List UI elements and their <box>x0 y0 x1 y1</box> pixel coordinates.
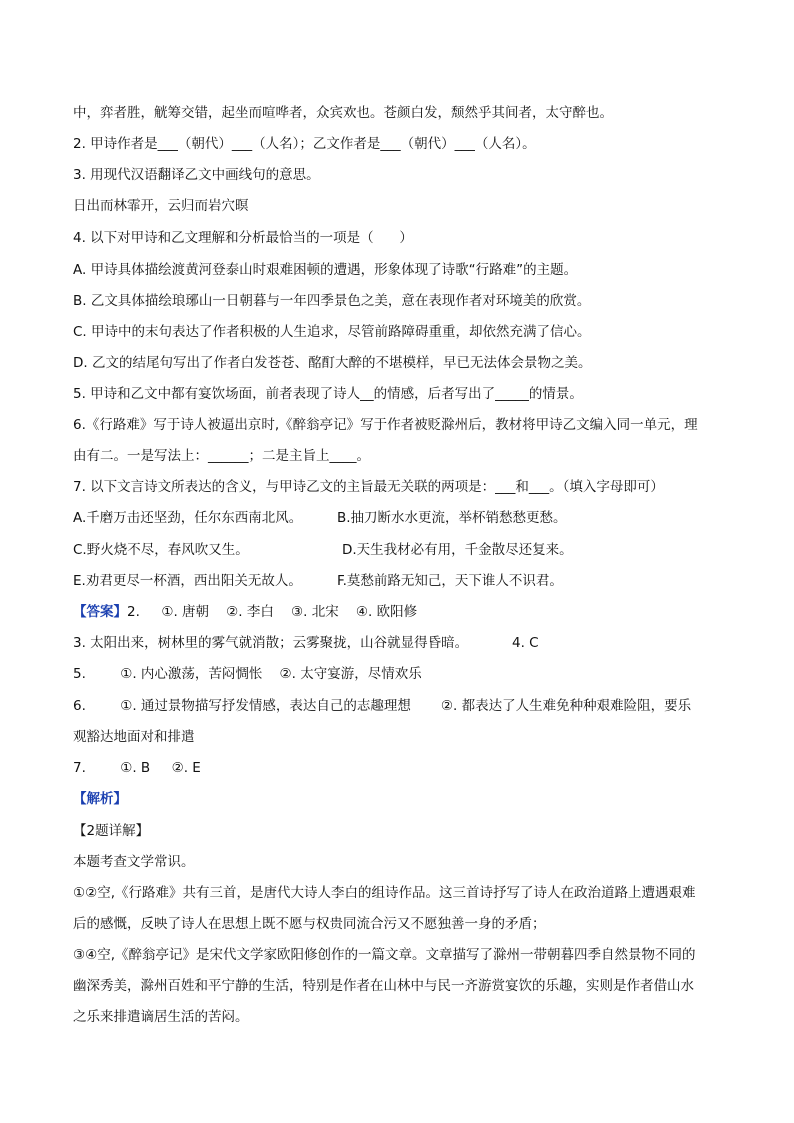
question-3: 3. 用现代汉语翻译乙文中画线句的意思。 <box>73 167 320 183</box>
answer-6-cont: 观豁达地面对和排遣 <box>73 729 195 745</box>
detail-text: 之乐来排遣谪居生活的苦闷。 <box>73 1009 249 1025</box>
question-4: 4. 以下对甲诗和乙文理解和分析最恰当的一项是（ ） <box>73 230 413 246</box>
question-7: 7. 以下文言诗文所表达的含义，与甲诗乙文的主旨最无关联的两项是：___和___。（填入字母即可） <box>73 479 664 495</box>
option-d-line: D.天生我材必有用，千金散尽还复来。 <box>342 542 573 558</box>
detail-text: 后的感慨，反映了诗人在思想上既不愿与权贵同流合污又不愿独善一身的矛盾； <box>73 916 546 932</box>
option-e-line: E.劝君更尽一杯酒，西出阳关无故人。 <box>73 573 302 589</box>
text-line: 中，弈者胜，觥筹交错，起坐而喧哗者，众宾欢也。苍颜白发，颓然乎其间者，太守醉也。 <box>73 105 613 121</box>
answer-7: 7. ①. B ②. E <box>73 760 201 776</box>
option-f-line: F.莫愁前路无知己，天下谁人不识君。 <box>337 573 563 589</box>
detail-text: ③④空,《醉翁亭记》是宋代文学家欧阳修创作的一篇文章。文章描写了滁州一带朝暮四季自然景物不同的 <box>73 947 696 963</box>
option-c: C. 甲诗中的末句表达了作者积极的人生追求，尽管前路障碍重重，却依然充满了信心。 <box>73 324 591 340</box>
question-2: 2. 甲诗作者是___（朝代）___（人名）；乙文作者是___（朝代）___（人名）。 <box>73 136 536 152</box>
answer-2: 2. ①. 唐朝 ②. 李白 ③. 北宋 ④. 欧阳修 <box>127 604 418 620</box>
option-a: A. 甲诗具体描绘渡黄河登泰山时艰难困顿的遭遇，形象体现了诗歌“行路难”的主题。 <box>73 262 578 278</box>
detail-text: 幽深秀美，滁州百姓和平宁静的生活，特别是作者在山林中与民一齐游赏宴饮的乐趣，实则是作者借山水 <box>73 978 694 994</box>
question-5: 5. 甲诗和乙文中都有宴饮场面，前者表现了诗人__的情感，后者写出了_____的情景。 <box>73 386 583 402</box>
detail-text: 本题考查文学常识。 <box>73 854 195 870</box>
option-d: D. 乙文的结尾句写出了作者白发苍苍、酩酊大醉的不堪模样，早已无法体会景物之美。 <box>73 355 592 371</box>
detail-text: ①②空,《行路难》共有三首，是唐代大诗人李白的组诗作品。这三首诗抒写了诗人在政治道路上遭遇艰难 <box>73 885 696 901</box>
answer-tag: 【答案】 <box>73 604 127 620</box>
analysis-tag: 【解析】 <box>73 791 127 807</box>
option-b: B. 乙文具体描绘琅琊山一日朝暮与一年四季景色之美，意在表现作者对环境美的欣赏。 <box>73 293 591 309</box>
answer-6: 6. ①. 通过景物描写抒发情感，表达自己的志趣理想 ②. 都表达了人生难免种种艰难险阻，要乐 <box>73 698 692 714</box>
answer-4: 4. C <box>512 635 539 651</box>
answer-row <box>73 603 417 621</box>
option-c-line: C.野火烧不尽，春风吹又生。 <box>73 542 249 558</box>
detail-heading: 【2题详解】 <box>73 823 150 839</box>
option-b-line: B.抽刀断水水更流，举杯销愁愁更愁。 <box>337 510 567 526</box>
answer-5: 5. ①. 内心激荡，苦闷惆怅 ②. 太守宴游，尽情欢乐 <box>73 666 422 682</box>
underlined-sentence: 日出而林霏开，云归而岩穴暝 <box>73 198 249 214</box>
question-6: 6.《行路难》写于诗人被逼出京时,《醉翁亭记》写于作者被贬滁州后，教材将甲诗乙文编入同一单元，理 <box>73 417 698 433</box>
question-6-cont: 由有二。一是写法上：______；二是主旨上____。 <box>73 448 370 464</box>
option-a-line: A.千磨万击还坚劲，任尔东西南北风。 <box>73 510 303 526</box>
answer-3: 3. 太阳出来，树林里的雾气就消散；云雾聚拢，山谷就显得昏暗。 <box>73 635 469 651</box>
